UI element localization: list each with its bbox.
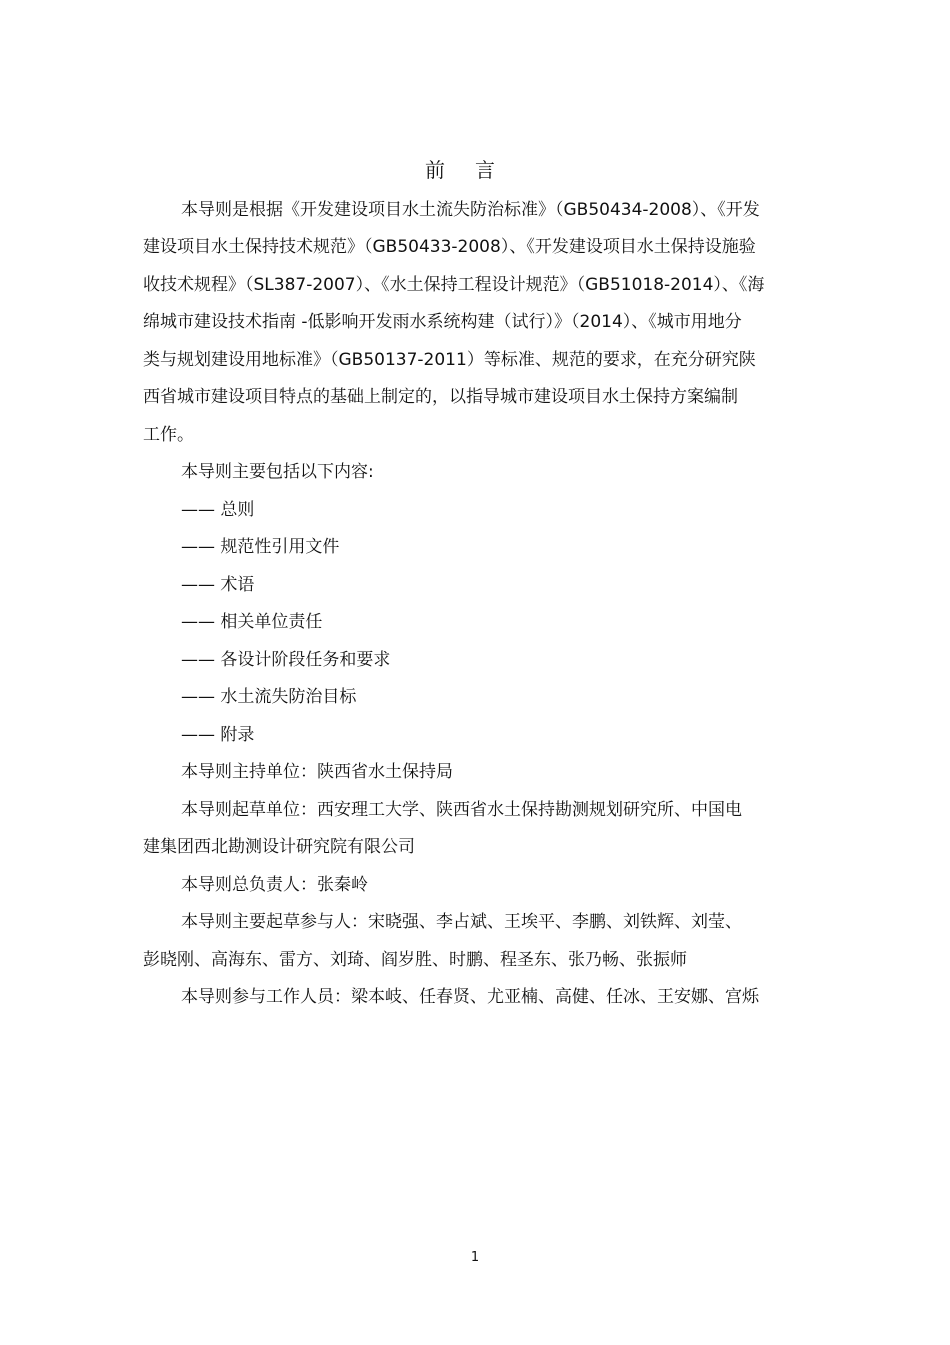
drafting-units-line: 建集团西北勘测设计研究院有限公司 <box>143 837 415 857</box>
preface-line: 收技术规程》（SL387-2007）、《水土保持工程设计规范》（GB51018-2014）、《海 <box>143 275 765 295</box>
page-title: 前言 <box>425 158 525 182</box>
contents-intro: 本导则主要包括以下内容: <box>181 462 374 482</box>
contents-item: —— 总则 <box>181 500 255 520</box>
staff-line: 本导则参与工作人员：梁本岐、任春贤、尤亚楠、高健、任冰、王安娜、宫烁 <box>181 987 759 1007</box>
contents-item: —— 规范性引用文件 <box>181 537 340 557</box>
contents-item: —— 相关单位责任 <box>181 612 323 632</box>
preface-line: 西省城市建设项目特点的基础上制定的，以指导城市建设项目水土保持方案编制 <box>143 387 738 407</box>
host-unit: 本导则主持单位：陕西省水土保持局 <box>181 762 453 782</box>
drafting-units-line: 本导则起草单位：西安理工大学、陕西省水土保持勘测规划研究所、中国电 <box>181 800 742 820</box>
chief-person: 本导则总负责人：张秦岭 <box>181 875 368 895</box>
page-number: 1 <box>470 1250 480 1265</box>
preface-line: 工作。 <box>143 425 194 445</box>
participants-line: 本导则主要起草参与人：宋晓强、李占斌、王埃平、李鹏、刘铁辉、刘莹、 <box>181 912 742 932</box>
contents-item: —— 水土流失防治目标 <box>181 687 357 707</box>
contents-item: —— 附录 <box>181 725 255 745</box>
preface-line: 建设项目水土保持技术规范》（GB50433-2008）、《开发建设项目水土保持设施验 <box>143 237 756 257</box>
participants-line: 彭晓刚、高海东、雷方、刘琦、阎岁胜、时鹏、程圣东、张乃畅、张振师 <box>143 950 687 970</box>
preface-line: 本导则是根据《开发建设项目水土流失防治标准》（GB50434-2008）、《开发 <box>181 200 760 220</box>
contents-item: —— 术语 <box>181 575 255 595</box>
contents-item: —— 各设计阶段任务和要求 <box>181 650 391 670</box>
preface-line: 类与规划建设用地标准》（GB50137-2011）等标准、规范的要求，在充分研究陕 <box>143 350 756 370</box>
preface-line: 绵城市建设技术指南 -低影响开发雨水系统构建（试行）》（2014）、《城市用地分 <box>143 312 742 332</box>
